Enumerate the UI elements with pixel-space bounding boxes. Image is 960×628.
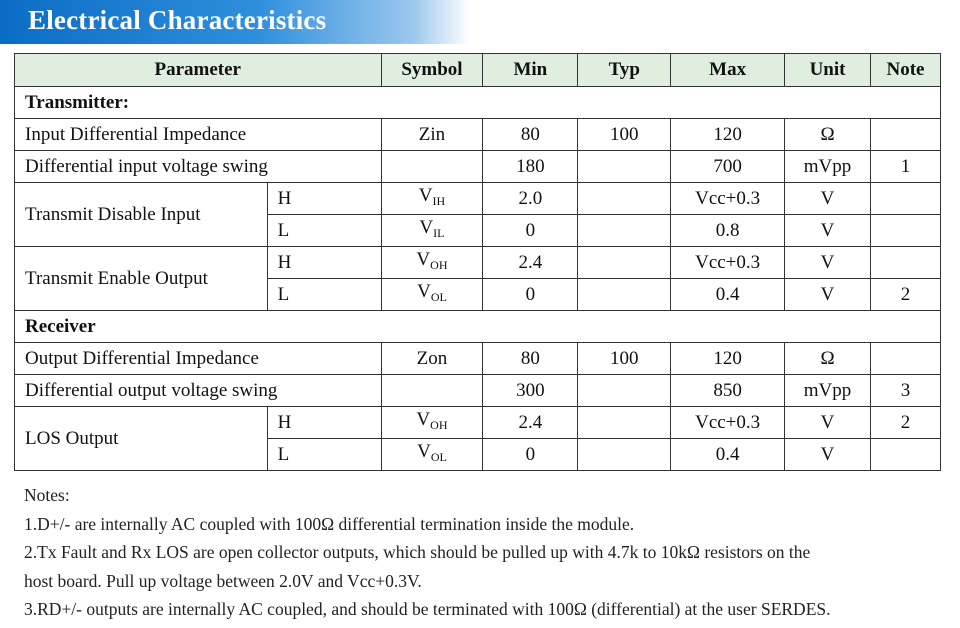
- cell-parameter: Transmit Enable Output: [15, 247, 268, 311]
- symbol-subscript: OL: [430, 450, 447, 464]
- cell-unit: V: [785, 183, 871, 215]
- cell-symbol: [381, 407, 483, 439]
- section-row-transmitter: [15, 87, 941, 119]
- cell-max: Vcc+0.3: [671, 247, 785, 279]
- symbol-main: V: [418, 185, 433, 206]
- symbol-main: V: [416, 249, 431, 270]
- cell-note: [871, 439, 941, 471]
- cell-note: [871, 215, 941, 247]
- header-max: Max: [671, 54, 785, 87]
- cell-unit: mVpp: [785, 375, 871, 407]
- cell-min: 80: [483, 119, 578, 151]
- cell-level: H: [267, 407, 381, 439]
- note-2-line-1: 2.Tx Fault and Rx LOS are open collector outputs, which should be pulled up with 4.7k to 10kΩ resistors on the: [24, 542, 811, 562]
- cell-parameter: LOS Output: [15, 407, 268, 471]
- section-heading-receiver: Receiver: [15, 311, 941, 343]
- note-1: 1.D+/- are internally AC coupled with 100Ω differential termination inside the module.: [24, 513, 635, 534]
- cell-symbol: [381, 375, 483, 407]
- cell-parameter: Differential output voltage swing: [15, 375, 382, 407]
- cell-parameter: Transmit Disable Input: [15, 183, 268, 247]
- cell-typ: [578, 407, 671, 439]
- cell-unit: Ω: [785, 119, 871, 151]
- cell-symbol: [381, 151, 483, 183]
- cell-min: 2.0: [483, 183, 578, 215]
- cell-min: 0: [483, 279, 578, 311]
- header-typ: Typ: [578, 54, 671, 87]
- symbol-subscript: IH: [432, 194, 446, 208]
- cell-symbol: [381, 247, 483, 279]
- page-title: Electrical Characteristics: [28, 5, 327, 35]
- table-row: [15, 183, 941, 215]
- section-row-receiver: [15, 311, 941, 343]
- symbol-subscript: IL: [433, 226, 445, 240]
- cell-max: Vcc+0.3: [671, 407, 785, 439]
- cell-note: 3: [871, 375, 941, 407]
- cell-note: [871, 119, 941, 151]
- cell-max: 0.8: [671, 215, 785, 247]
- cell-max: 700: [671, 151, 785, 183]
- notes-section: [24, 481, 944, 624]
- table-row: [15, 151, 941, 183]
- cell-typ: [578, 151, 671, 183]
- cell-max: 850: [671, 375, 785, 407]
- cell-unit: mVpp: [785, 151, 871, 183]
- cell-unit: V: [785, 247, 871, 279]
- cell-typ: [578, 439, 671, 471]
- cell-symbol: [381, 183, 483, 215]
- cell-min: 2.4: [483, 407, 578, 439]
- cell-max: 0.4: [671, 279, 785, 311]
- table-row: [15, 247, 941, 279]
- table-row: [15, 119, 941, 151]
- symbol-main: V: [419, 217, 434, 238]
- cell-note: 1: [871, 151, 941, 183]
- cell-min: 2.4: [483, 247, 578, 279]
- cell-min: 300: [483, 375, 578, 407]
- electrical-characteristics-table: [14, 53, 941, 471]
- header-note: Note: [871, 54, 941, 87]
- cell-typ: [578, 279, 671, 311]
- table-row: [15, 407, 941, 439]
- cell-level: H: [267, 183, 381, 215]
- cell-symbol: Zin: [381, 119, 483, 151]
- cell-note: [871, 183, 941, 215]
- symbol-main: V: [416, 409, 431, 430]
- table-row: [15, 375, 941, 407]
- cell-max: Vcc+0.3: [671, 183, 785, 215]
- cell-max: 0.4: [671, 439, 785, 471]
- cell-level: H: [267, 247, 381, 279]
- cell-unit: V: [785, 279, 871, 311]
- cell-note: 2: [871, 407, 941, 439]
- cell-min: 0: [483, 215, 578, 247]
- cell-typ: [578, 183, 671, 215]
- cell-max: 120: [671, 119, 785, 151]
- header-parameter: Parameter: [15, 54, 382, 87]
- header-row: [15, 54, 941, 87]
- cell-typ: [578, 215, 671, 247]
- note-3: 3.RD+/- outputs are internally AC coupled, and should be terminated with 100Ω (differential) at the user SERDES.: [24, 599, 831, 619]
- cell-note: 2: [871, 279, 941, 311]
- cell-unit: V: [785, 407, 871, 439]
- cell-note: [871, 247, 941, 279]
- symbol-subscript: OH: [430, 258, 448, 272]
- cell-level: L: [267, 279, 381, 311]
- cell-typ: 100: [578, 343, 671, 375]
- cell-typ: [578, 247, 671, 279]
- cell-note: [871, 343, 941, 375]
- cell-unit: V: [785, 439, 871, 471]
- title-banner: [0, 0, 470, 44]
- symbol-main: V: [417, 281, 431, 302]
- cell-min: 0: [483, 439, 578, 471]
- symbol-main: V: [417, 441, 431, 462]
- cell-symbol: [381, 439, 483, 471]
- cell-level: L: [267, 439, 381, 471]
- cell-parameter: Differential input voltage swing: [15, 151, 382, 183]
- section-heading-transmitter: Transmitter:: [15, 87, 941, 119]
- cell-parameter: Input Differential Impedance: [15, 119, 382, 151]
- cell-typ: [578, 375, 671, 407]
- cell-unit: Ω: [785, 343, 871, 375]
- header-min: Min: [483, 54, 578, 87]
- cell-unit: V: [785, 215, 871, 247]
- symbol-subscript: OL: [430, 290, 447, 304]
- note-2-line-2: host board. Pull up voltage between 2.0V and Vcc+0.3V.: [24, 570, 422, 591]
- cell-max: 120: [671, 343, 785, 375]
- header-symbol: Symbol: [381, 54, 483, 87]
- notes-heading: Notes:: [24, 485, 70, 505]
- symbol-subscript: OH: [430, 418, 448, 432]
- table-row: [15, 343, 941, 375]
- header-unit: Unit: [785, 54, 871, 87]
- cell-parameter: Output Differential Impedance: [15, 343, 382, 375]
- cell-symbol: Zon: [381, 343, 483, 375]
- cell-typ: 100: [578, 119, 671, 151]
- cell-level: L: [267, 215, 381, 247]
- cell-symbol: [381, 279, 483, 311]
- cell-min: 80: [483, 343, 578, 375]
- cell-symbol: [381, 215, 483, 247]
- cell-min: 180: [483, 151, 578, 183]
